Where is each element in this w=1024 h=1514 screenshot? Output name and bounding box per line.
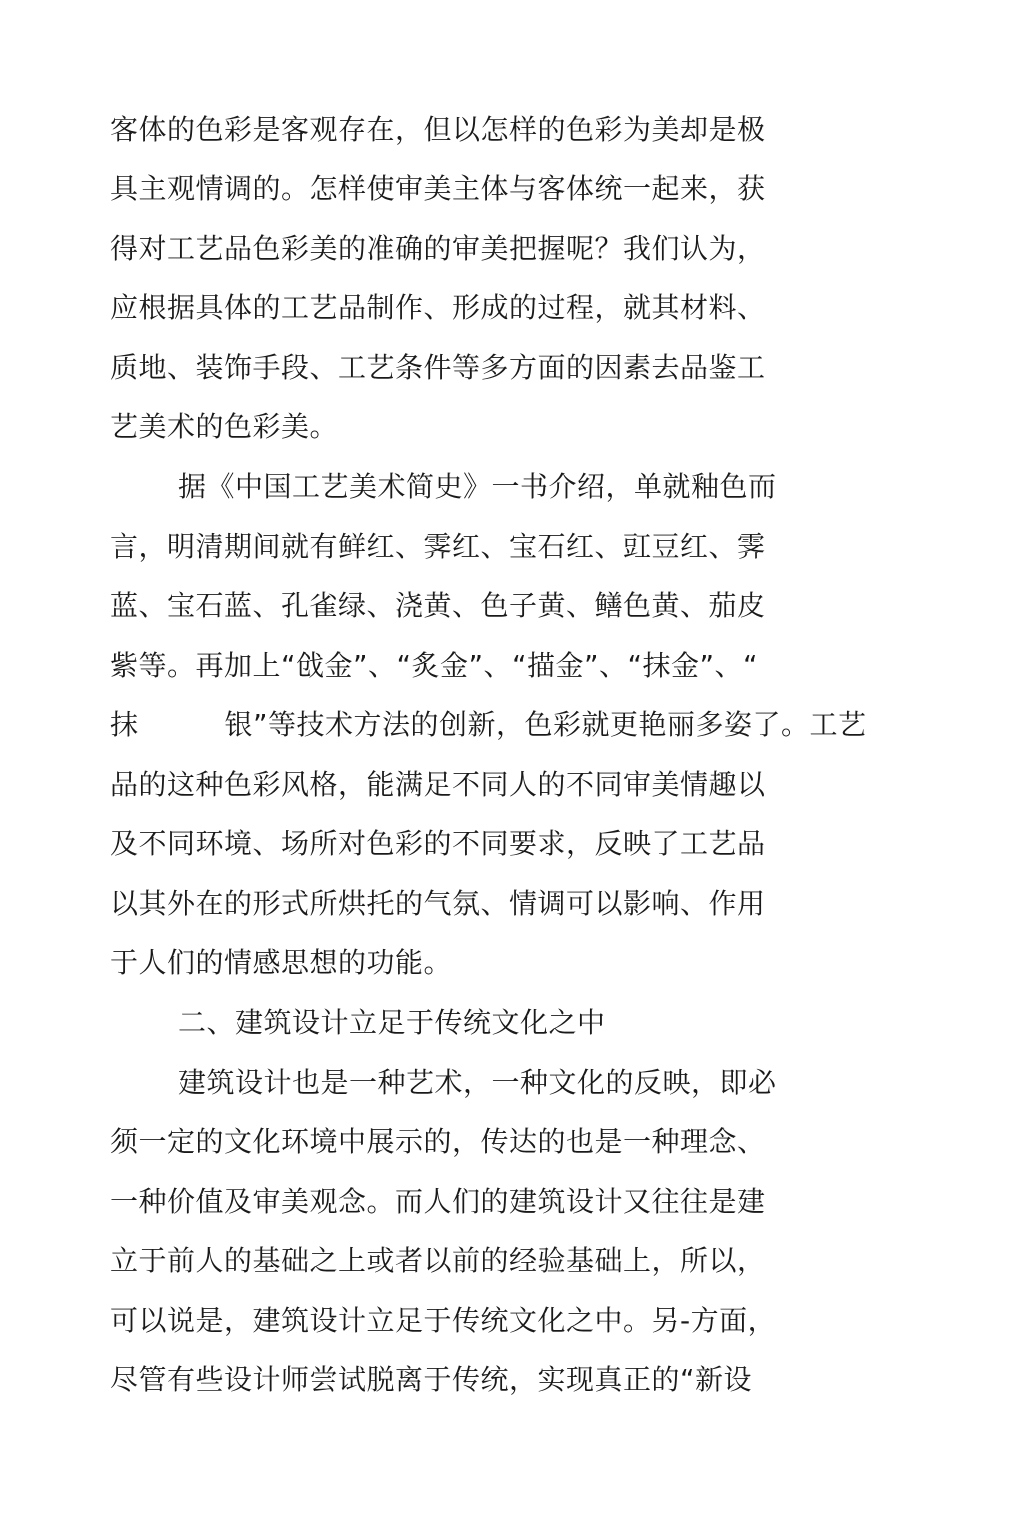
text-line: 客体的色彩是客观存在，但以怎样的色彩为美却是极 (110, 113, 766, 146)
text-line: 可以说是，建筑设计立足于传统文化之中。另-方面， (110, 1304, 777, 1337)
text-line: 须一定的文化环境中展示的，传达的也是一种理念、 (110, 1125, 766, 1158)
text-line: 及不同环境、场所对色彩的不同要求，反映了工艺品 (110, 827, 766, 860)
text-line: 言，明清期间就有鲜红、霁红、宝石红、豇豆红、霁 (110, 530, 766, 563)
text-line: 立于前人的基础之上或者以前的经验基础上，所以， (110, 1244, 766, 1277)
text-line (110, 705, 867, 745)
text-fragment: 抹 (110, 708, 139, 741)
paragraph-start-line: 据《中国工艺美术简史》一书介绍，单就釉色而 (178, 470, 777, 503)
paragraph-start-line: 建筑设计也是一种艺术，一种文化的反映，即必 (178, 1066, 777, 1099)
text-line: 得对工艺品色彩美的准确的审美把握呢？我们认为， (110, 232, 766, 265)
text-line: 尽管有些设计师尝试脱离于传统，实现真正的“新设 (110, 1363, 753, 1396)
text-line: 紫等。再加上“戗金”、“炙金”、“描金”、“抹金”、“ (110, 649, 759, 682)
text-line: 于人们的情感思想的功能。 (110, 946, 453, 979)
text-line: 蓝、宝石蓝、孔雀绿、浇黄、色子黄、鳝色黄、茄皮 (110, 589, 766, 622)
text-line: 一种价值及审美观念。而人们的建筑设计又往往是建 (110, 1185, 766, 1218)
text-line: 以其外在的形式所烘托的气氛、情调可以影响、作用 (110, 887, 766, 920)
text-fragment: 银”等技术方法的创新，色彩就更艳丽多姿了。工艺 (224, 708, 867, 741)
text-line: 艺美术的色彩美。 (110, 410, 339, 443)
text-line: 具主观情调的。怎样使审美主体与客体统一起来，获 (110, 172, 766, 205)
section-heading: 二、建筑设计立足于传统文化之中 (178, 1006, 606, 1039)
text-line: 应根据具体的工艺品制作、形成的过程，就其材料、 (110, 291, 766, 324)
text-line: 质地、装饰手段、工艺条件等多方面的因素去品鉴工 (110, 351, 766, 384)
text-line: 品的这种色彩风格，能满足不同人的不同审美情趣以 (110, 768, 766, 801)
